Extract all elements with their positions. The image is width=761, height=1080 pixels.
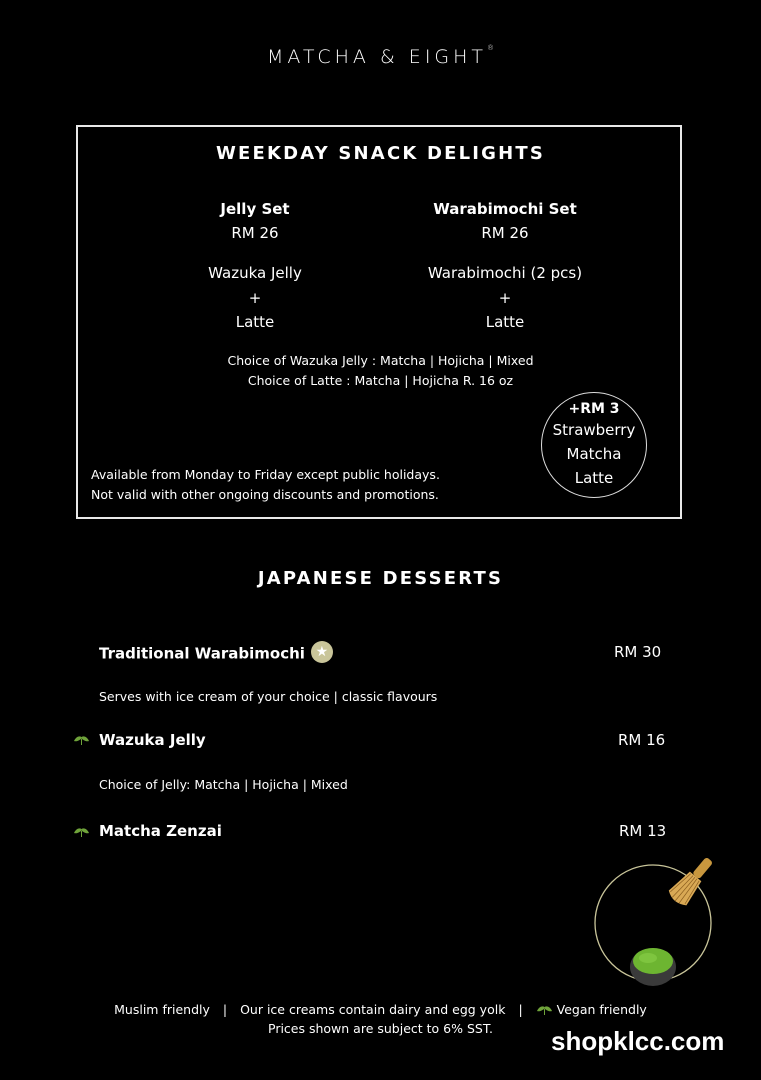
separator: | xyxy=(518,1002,523,1017)
separator: | xyxy=(222,1002,228,1017)
dish-name-wazuka-jelly: Wazuka Jelly xyxy=(99,731,206,749)
snack-title: WEEKDAY SNACK DELIGHTS xyxy=(215,143,546,164)
vegan-friendly-note: Vegan friendly xyxy=(556,1002,647,1017)
dish-price: RM 13 xyxy=(619,822,667,840)
watermark: shopklcc.com xyxy=(551,1026,725,1056)
choice-jelly: Choice of Wazuka Jelly : Matcha | Hojicha | Mixed xyxy=(227,353,534,368)
dish-description: Serves with ice cream of your choice | classic flavours xyxy=(99,689,438,704)
set-plus: + xyxy=(248,288,262,307)
star-icon: ★ xyxy=(311,641,333,663)
matcha-bowl-whisk-illustration xyxy=(592,855,722,990)
brand-logo xyxy=(0,46,761,68)
addon-price: +RM 3 xyxy=(568,401,620,417)
availability-line: Not valid with other ongoing discounts and promotions. xyxy=(91,486,439,502)
addon-line: Latte xyxy=(574,469,614,487)
choice-latte: Choice of Latte : Matcha | Hojicha R. 16 oz xyxy=(247,372,514,388)
sst-note: Prices shown are subject to 6% SST. xyxy=(268,1021,493,1036)
dish-description: Choice of Jelly: Matcha | Hojicha | Mixed xyxy=(99,777,348,792)
set-item: Wazuka Jelly xyxy=(208,264,302,282)
availability-note xyxy=(91,465,440,504)
set-price: RM 26 xyxy=(231,224,279,242)
leaf-icon xyxy=(536,1005,553,1016)
set-plus: + xyxy=(498,288,512,307)
availability-line: Available from Monday to Friday except public holidays. xyxy=(91,467,440,482)
dish-name-matcha-zenzai: Matcha Zenzai xyxy=(99,822,222,840)
set-item: Warabimochi (2 pcs) xyxy=(427,264,583,282)
addon-line: Matcha xyxy=(566,445,622,463)
set-price: RM 26 xyxy=(481,224,529,242)
dish-price: RM 16 xyxy=(618,731,666,749)
set-name: Warabimochi Set xyxy=(433,200,577,218)
set-choices xyxy=(0,351,761,390)
addon-line: Strawberry xyxy=(552,421,636,439)
brand-name: MATCHA & EIGHT xyxy=(266,46,488,68)
dish-name-warabimochi: Traditional Warabimochi ★ xyxy=(99,643,333,665)
footer-legend xyxy=(0,1002,761,1017)
leaf-icon xyxy=(73,735,90,746)
set-item: Latte xyxy=(485,313,525,331)
warabimochi-set xyxy=(395,197,615,335)
leaf-icon xyxy=(73,827,90,838)
muslim-friendly-note: Muslim friendly xyxy=(114,1002,210,1017)
registered-mark: ® xyxy=(487,44,495,52)
jelly-set xyxy=(145,197,365,335)
set-name: Jelly Set xyxy=(220,200,290,218)
set-item: Latte xyxy=(235,313,275,331)
dish-price: RM 30 xyxy=(614,643,662,661)
addon-badge xyxy=(541,392,647,498)
desserts-title: JAPANESE DESSERTS xyxy=(257,568,504,589)
dairy-note: Our ice creams contain dairy and egg yolk xyxy=(240,1002,506,1017)
